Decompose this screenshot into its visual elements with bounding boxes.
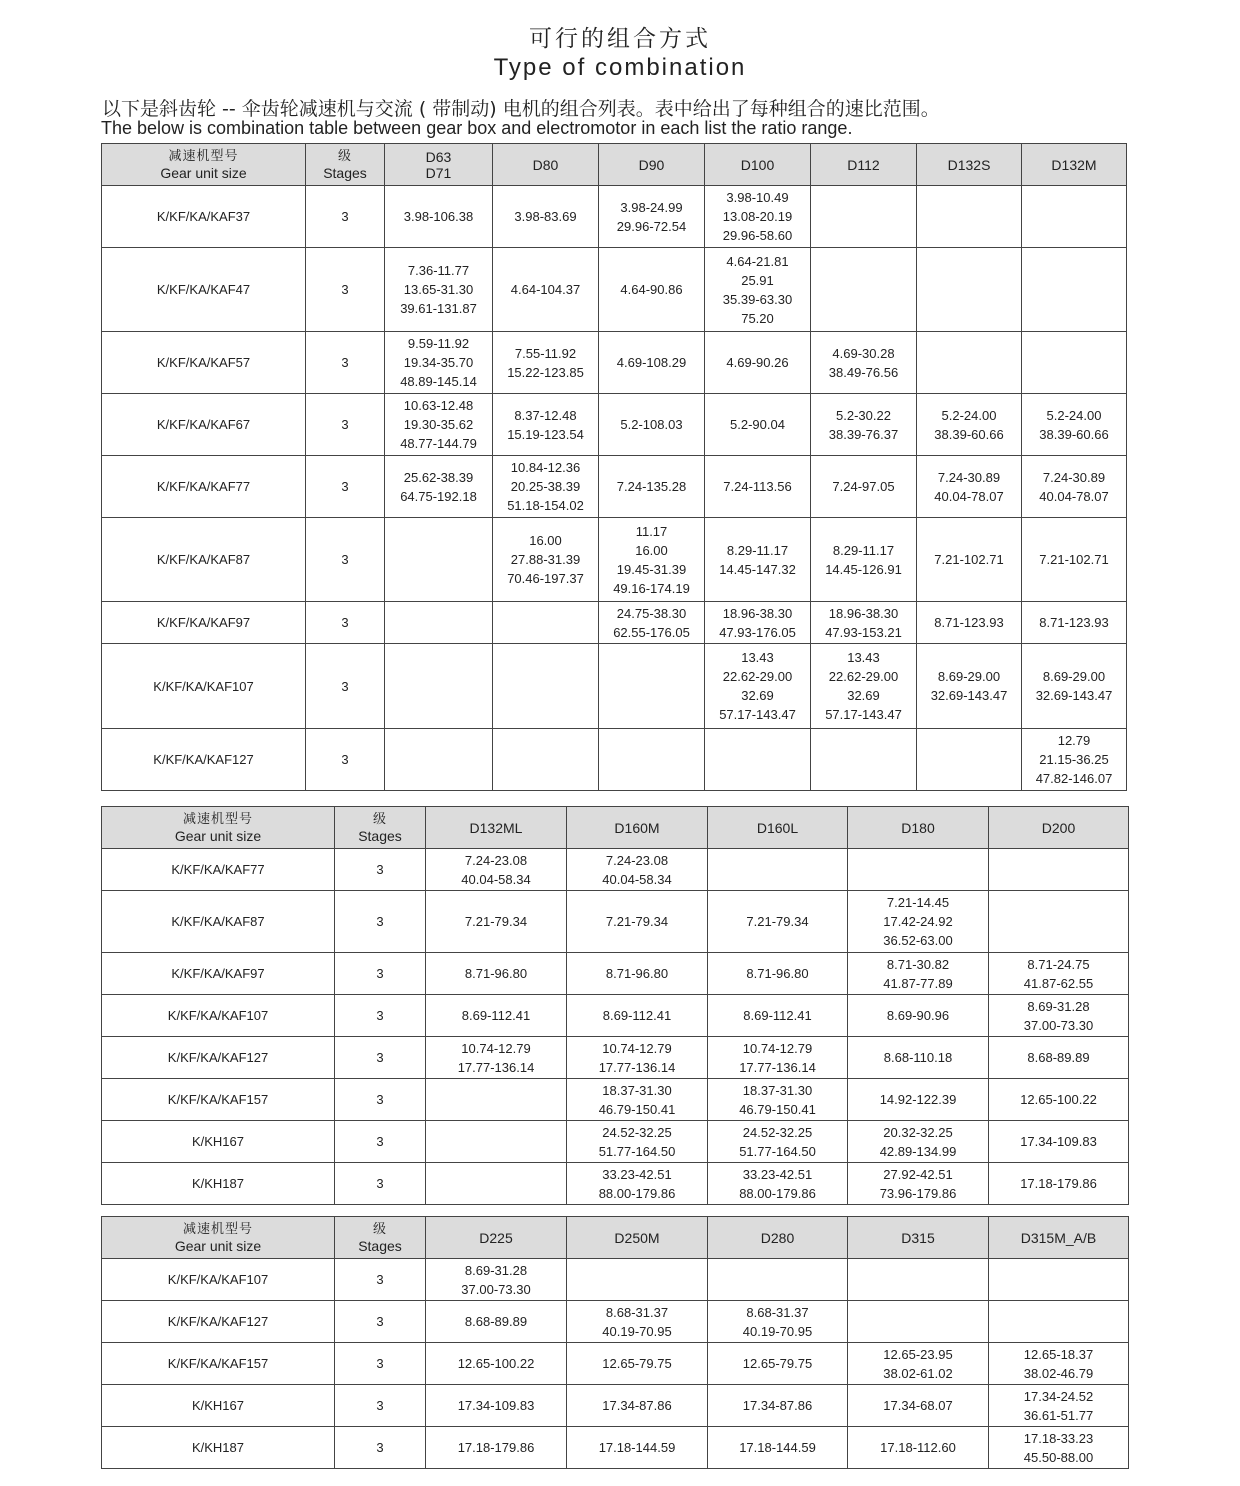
header-motor-size: D315M_A/B [989, 1217, 1129, 1259]
ratio-range-cell: 7.24-113.56 [705, 456, 811, 518]
table-header-row [102, 1217, 1129, 1259]
header-stages-en: Stages [323, 164, 367, 181]
table-row [102, 1427, 1129, 1469]
ratio-range-cell: 7.21-79.34 [426, 891, 567, 953]
ratio-range-cell [385, 602, 493, 644]
ratio-range-cell: 25.62-38.39 64.75-192.18 [385, 456, 493, 518]
ratio-range-cell: 8.37-12.48 15.19-123.54 [493, 394, 599, 456]
ratio-range-cell: 8.71-96.80 [708, 953, 848, 995]
gear-unit-size-cell: K/KF/KA/KAF87 [102, 518, 306, 602]
header-motor-size: D100 [705, 144, 811, 186]
ratio-range-cell: 17.18-144.59 [708, 1427, 848, 1469]
stages-cell: 3 [306, 644, 385, 729]
ratio-range-cell [708, 849, 848, 891]
combination-table-1 [101, 143, 1127, 791]
ratio-range-cell [848, 1259, 989, 1301]
stages-cell: 3 [335, 995, 426, 1037]
stages-cell: 3 [306, 394, 385, 456]
ratio-range-cell: 8.69-31.28 37.00-73.30 [989, 995, 1129, 1037]
ratio-range-cell: 5.2-24.00 38.39-60.66 [917, 394, 1022, 456]
ratio-range-cell: 4.64-104.37 [493, 248, 599, 332]
table-row [102, 1079, 1129, 1121]
stages-cell: 3 [335, 1163, 426, 1205]
ratio-range-cell: 3.98-106.38 [385, 186, 493, 248]
header-gear-unit-size-en: Gear unit size [174, 827, 262, 844]
header-motor-size: D132S [917, 144, 1022, 186]
ratio-range-cell [989, 849, 1129, 891]
ratio-range-cell: 13.43 22.62-29.00 32.69 57.17-143.47 [705, 644, 811, 729]
ratio-range-cell: 3.98-83.69 [493, 186, 599, 248]
ratio-range-cell: 4.64-90.86 [599, 248, 705, 332]
ratio-range-cell: 8.69-112.41 [567, 995, 708, 1037]
header-motor-size: D112 [811, 144, 917, 186]
header-stages-zh: 级 [337, 148, 352, 164]
ratio-range-cell [917, 729, 1022, 791]
ratio-range-cell: 8.71-96.80 [567, 953, 708, 995]
ratio-range-cell: 7.55-11.92 15.22-123.85 [493, 332, 599, 394]
ratio-range-cell: 10.74-12.79 17.77-136.14 [426, 1037, 567, 1079]
ratio-range-cell: 17.34-109.83 [426, 1385, 567, 1427]
stages-cell: 3 [335, 1301, 426, 1343]
ratio-range-cell: 7.21-102.71 [1022, 518, 1127, 602]
table-row [102, 995, 1129, 1037]
gear-unit-size-cell: K/KF/KA/KAF37 [102, 186, 306, 248]
ratio-range-cell [1022, 186, 1127, 248]
header-stages [335, 807, 426, 849]
ratio-range-cell: 12.79 21.15-36.25 47.82-146.07 [1022, 729, 1127, 791]
gear-unit-size-cell: K/KF/KA/KAF77 [102, 456, 306, 518]
gear-unit-size-cell: K/KF/KA/KAF127 [102, 729, 306, 791]
ratio-range-cell: 17.34-87.86 [567, 1385, 708, 1427]
ratio-range-cell [917, 332, 1022, 394]
header-motor-size: D250M [567, 1217, 708, 1259]
ratio-range-cell: 8.71-123.93 [917, 602, 1022, 644]
ratio-range-cell: 8.69-29.00 32.69-143.47 [1022, 644, 1127, 729]
ratio-range-cell: 8.69-112.41 [426, 995, 567, 1037]
ratio-range-cell: 4.69-108.29 [599, 332, 705, 394]
header-stages-zh: 级 [372, 1221, 387, 1237]
ratio-range-cell: 8.68-89.89 [426, 1301, 567, 1343]
ratio-range-cell [917, 186, 1022, 248]
header-gear-unit-size [102, 807, 335, 849]
ratio-range-cell: 12.65-18.37 38.02-46.79 [989, 1343, 1129, 1385]
ratio-range-cell: 17.34-68.07 [848, 1385, 989, 1427]
header-gear-unit-size-zh: 减速机型号 [182, 1221, 253, 1237]
ratio-range-cell [1022, 332, 1127, 394]
header-gear-unit-size-zh: 减速机型号 [182, 811, 253, 827]
table-row [102, 394, 1127, 456]
ratio-range-cell: 16.00 27.88-31.39 70.46-197.37 [493, 518, 599, 602]
stages-cell: 3 [335, 1385, 426, 1427]
ratio-range-cell [385, 729, 493, 791]
table-row [102, 644, 1127, 729]
ratio-range-cell: 7.21-79.34 [708, 891, 848, 953]
header-motor-size: D160M [567, 807, 708, 849]
ratio-range-cell: 7.24-30.89 40.04-78.07 [917, 456, 1022, 518]
ratio-range-cell: 5.2-108.03 [599, 394, 705, 456]
table-row [102, 186, 1127, 248]
ratio-range-cell: 7.21-102.71 [917, 518, 1022, 602]
stages-cell: 3 [335, 953, 426, 995]
ratio-range-cell: 20.32-32.25 42.89-134.99 [848, 1121, 989, 1163]
ratio-range-cell: 13.43 22.62-29.00 32.69 57.17-143.47 [811, 644, 917, 729]
ratio-range-cell: 5.2-24.00 38.39-60.66 [1022, 394, 1127, 456]
ratio-range-cell: 7.24-23.08 40.04-58.34 [567, 849, 708, 891]
gear-unit-size-cell: K/KF/KA/KAF67 [102, 394, 306, 456]
ratio-range-cell: 5.2-30.22 38.39-76.37 [811, 394, 917, 456]
header-gear-unit-size [102, 144, 306, 186]
stages-cell: 3 [335, 1037, 426, 1079]
gear-unit-size-cell: K/KF/KA/KAF47 [102, 248, 306, 332]
header-motor-size: D90 [599, 144, 705, 186]
table-row [102, 1163, 1129, 1205]
header-motor-size: D132M [1022, 144, 1127, 186]
intro-text-english: The below is combination table between gear box and electromotor in each list the ratio range. [101, 118, 853, 138]
ratio-range-cell: 27.92-42.51 73.96-179.86 [848, 1163, 989, 1205]
stages-cell: 3 [306, 332, 385, 394]
header-stages-zh: 级 [372, 811, 387, 827]
gear-unit-size-cell: K/KH167 [102, 1121, 335, 1163]
gear-unit-size-cell: K/KF/KA/KAF97 [102, 953, 335, 995]
header-motor-size: D132ML [426, 807, 567, 849]
stages-cell: 3 [306, 248, 385, 332]
ratio-range-cell [811, 248, 917, 332]
gear-unit-size-cell: K/KF/KA/KAF107 [102, 995, 335, 1037]
gear-unit-size-cell: K/KF/KA/KAF107 [102, 644, 306, 729]
ratio-range-cell: 7.21-79.34 [567, 891, 708, 953]
header-motor-size: D80 [493, 144, 599, 186]
header-motor-size: D200 [989, 807, 1129, 849]
ratio-range-cell: 18.37-31.30 46.79-150.41 [708, 1079, 848, 1121]
ratio-range-cell [848, 1301, 989, 1343]
page-title-english: Type of combination [493, 54, 747, 81]
ratio-range-cell: 8.68-31.37 40.19-70.95 [708, 1301, 848, 1343]
ratio-range-cell: 12.65-79.75 [567, 1343, 708, 1385]
ratio-range-cell: 8.69-112.41 [708, 995, 848, 1037]
ratio-range-cell: 12.65-23.95 38.02-61.02 [848, 1343, 989, 1385]
table-header-row [102, 144, 1127, 186]
ratio-range-cell: 7.24-30.89 40.04-78.07 [1022, 456, 1127, 518]
ratio-range-cell [705, 729, 811, 791]
header-stages [306, 144, 385, 186]
ratio-range-cell [493, 729, 599, 791]
ratio-range-cell: 17.34-109.83 [989, 1121, 1129, 1163]
gear-unit-size-cell: K/KF/KA/KAF157 [102, 1343, 335, 1385]
ratio-range-cell: 10.74-12.79 17.77-136.14 [708, 1037, 848, 1079]
ratio-range-cell: 18.37-31.30 46.79-150.41 [567, 1079, 708, 1121]
ratio-range-cell: 12.65-100.22 [426, 1343, 567, 1385]
ratio-range-cell: 17.18-179.86 [989, 1163, 1129, 1205]
gear-unit-size-cell: K/KF/KA/KAF157 [102, 1079, 335, 1121]
header-motor-size: D225 [426, 1217, 567, 1259]
intro-text-chinese: 以下是斜齿轮 -- 伞齿轮减速机与交流 ( 带制动) 电机的组合列表。表中给出了每种组合的速比范围。 [102, 98, 940, 120]
ratio-range-cell: 4.69-30.28 38.49-76.56 [811, 332, 917, 394]
ratio-range-cell: 7.21-14.45 17.42-24.92 36.52-63.00 [848, 891, 989, 953]
ratio-range-cell: 4.69-90.26 [705, 332, 811, 394]
ratio-range-cell [811, 186, 917, 248]
stages-cell: 3 [306, 729, 385, 791]
ratio-range-cell: 18.96-38.30 47.93-153.21 [811, 602, 917, 644]
ratio-range-cell: 8.68-31.37 40.19-70.95 [567, 1301, 708, 1343]
ratio-range-cell: 18.96-38.30 47.93-176.05 [705, 602, 811, 644]
table-row [102, 849, 1129, 891]
ratio-range-cell: 3.98-10.49 13.08-20.19 29.96-58.60 [705, 186, 811, 248]
gear-unit-size-cell: K/KF/KA/KAF57 [102, 332, 306, 394]
header-gear-unit-size-en: Gear unit size [174, 1237, 262, 1254]
header-motor-size: D180 [848, 807, 989, 849]
table-row [102, 1301, 1129, 1343]
table-row [102, 729, 1127, 791]
ratio-range-cell: 8.68-110.18 [848, 1037, 989, 1079]
table-row [102, 1385, 1129, 1427]
ratio-range-cell: 12.65-100.22 [989, 1079, 1129, 1121]
stages-cell: 3 [335, 1343, 426, 1385]
ratio-range-cell: 8.71-123.93 [1022, 602, 1127, 644]
stages-cell: 3 [335, 1079, 426, 1121]
ratio-range-cell: 11.17 16.00 19.45-31.39 49.16-174.19 [599, 518, 705, 602]
ratio-range-cell: 17.18-179.86 [426, 1427, 567, 1469]
ratio-range-cell: 4.64-21.81 25.91 35.39-63.30 75.20 [705, 248, 811, 332]
table-row [102, 602, 1127, 644]
ratio-range-cell [989, 1259, 1129, 1301]
ratio-range-cell: 8.69-31.28 37.00-73.30 [426, 1259, 567, 1301]
ratio-range-cell: 33.23-42.51 88.00-179.86 [708, 1163, 848, 1205]
stages-cell: 3 [335, 1259, 426, 1301]
ratio-range-cell: 7.36-11.77 13.65-31.30 39.61-131.87 [385, 248, 493, 332]
ratio-range-cell: 8.71-30.82 41.87-77.89 [848, 953, 989, 995]
ratio-range-cell: 7.24-97.05 [811, 456, 917, 518]
stages-cell: 3 [335, 1427, 426, 1469]
gear-unit-size-cell: K/KH167 [102, 1385, 335, 1427]
header-gear-unit-size [102, 1217, 335, 1259]
gear-unit-size-cell: K/KF/KA/KAF107 [102, 1259, 335, 1301]
header-motor-size: D63 D71 [385, 144, 493, 186]
header-stages-en: Stages [358, 827, 402, 844]
header-stages-en: Stages [358, 1237, 402, 1254]
ratio-range-cell: 5.2-90.04 [705, 394, 811, 456]
header-motor-size: D160L [708, 807, 848, 849]
table-row [102, 1343, 1129, 1385]
combination-table-3 [101, 1216, 1129, 1469]
ratio-range-cell: 17.18-112.60 [848, 1427, 989, 1469]
gear-unit-size-cell: K/KH187 [102, 1427, 335, 1469]
ratio-range-cell: 9.59-11.92 19.34-35.70 48.89-145.14 [385, 332, 493, 394]
ratio-range-cell: 24.75-38.30 62.55-176.05 [599, 602, 705, 644]
header-stages [335, 1217, 426, 1259]
table-row [102, 518, 1127, 602]
ratio-range-cell [385, 518, 493, 602]
gear-unit-size-cell: K/KF/KA/KAF127 [102, 1037, 335, 1079]
ratio-range-cell: 10.74-12.79 17.77-136.14 [567, 1037, 708, 1079]
ratio-range-cell: 3.98-24.99 29.96-72.54 [599, 186, 705, 248]
ratio-range-cell: 8.71-24.75 41.87-62.55 [989, 953, 1129, 995]
table-row [102, 1121, 1129, 1163]
ratio-range-cell: 7.24-135.28 [599, 456, 705, 518]
ratio-range-cell: 10.84-12.36 20.25-38.39 51.18-154.02 [493, 456, 599, 518]
header-gear-unit-size-zh: 减速机型号 [168, 148, 239, 164]
ratio-range-cell [989, 891, 1129, 953]
stages-cell: 3 [306, 186, 385, 248]
table-row [102, 891, 1129, 953]
stages-cell: 3 [306, 518, 385, 602]
ratio-range-cell: 8.68-89.89 [989, 1037, 1129, 1079]
ratio-range-cell [811, 729, 917, 791]
stages-cell: 3 [335, 891, 426, 953]
combination-table-2 [101, 806, 1129, 1205]
ratio-range-cell: 8.69-90.96 [848, 995, 989, 1037]
stages-cell: 3 [335, 1121, 426, 1163]
ratio-range-cell: 14.92-122.39 [848, 1079, 989, 1121]
stages-cell: 3 [306, 456, 385, 518]
ratio-range-cell: 17.34-24.52 36.61-51.77 [989, 1385, 1129, 1427]
table-row [102, 1259, 1129, 1301]
ratio-range-cell: 8.71-96.80 [426, 953, 567, 995]
ratio-range-cell [917, 248, 1022, 332]
header-gear-unit-size-en: Gear unit size [160, 164, 247, 181]
ratio-range-cell: 17.18-144.59 [567, 1427, 708, 1469]
ratio-range-cell: 7.24-23.08 40.04-58.34 [426, 849, 567, 891]
ratio-range-cell [385, 644, 493, 729]
ratio-range-cell: 24.52-32.25 51.77-164.50 [567, 1121, 708, 1163]
ratio-range-cell [493, 602, 599, 644]
ratio-range-cell [989, 1301, 1129, 1343]
gear-unit-size-cell: K/KF/KA/KAF127 [102, 1301, 335, 1343]
stages-cell: 3 [335, 849, 426, 891]
ratio-range-cell [567, 1259, 708, 1301]
ratio-range-cell: 17.34-87.86 [708, 1385, 848, 1427]
ratio-range-cell: 8.29-11.17 14.45-147.32 [705, 518, 811, 602]
table-row [102, 332, 1127, 394]
ratio-range-cell: 17.18-33.23 45.50-88.00 [989, 1427, 1129, 1469]
gear-unit-size-cell: K/KF/KA/KAF87 [102, 891, 335, 953]
table-row [102, 1037, 1129, 1079]
ratio-range-cell [493, 644, 599, 729]
ratio-range-cell [426, 1121, 567, 1163]
ratio-range-cell: 12.65-79.75 [708, 1343, 848, 1385]
ratio-range-cell: 33.23-42.51 88.00-179.86 [567, 1163, 708, 1205]
ratio-range-cell: 24.52-32.25 51.77-164.50 [708, 1121, 848, 1163]
page-title-chinese: 可行的组合方式 [529, 26, 711, 52]
ratio-range-cell [426, 1163, 567, 1205]
gear-unit-size-cell: K/KH187 [102, 1163, 335, 1205]
ratio-range-cell: 8.69-29.00 32.69-143.47 [917, 644, 1022, 729]
ratio-range-cell [708, 1259, 848, 1301]
ratio-range-cell [426, 1079, 567, 1121]
table-row [102, 248, 1127, 332]
ratio-range-cell: 8.29-11.17 14.45-126.91 [811, 518, 917, 602]
table-header-row [102, 807, 1129, 849]
ratio-range-cell: 10.63-12.48 19.30-35.62 48.77-144.79 [385, 394, 493, 456]
ratio-range-cell [599, 729, 705, 791]
ratio-range-cell [848, 849, 989, 891]
gear-unit-size-cell: K/KF/KA/KAF97 [102, 602, 306, 644]
table-row [102, 456, 1127, 518]
ratio-range-cell [599, 644, 705, 729]
stages-cell: 3 [306, 602, 385, 644]
header-motor-size: D280 [708, 1217, 848, 1259]
ratio-range-cell [1022, 248, 1127, 332]
table-row [102, 953, 1129, 995]
gear-unit-size-cell: K/KF/KA/KAF77 [102, 849, 335, 891]
header-motor-size: D315 [848, 1217, 989, 1259]
